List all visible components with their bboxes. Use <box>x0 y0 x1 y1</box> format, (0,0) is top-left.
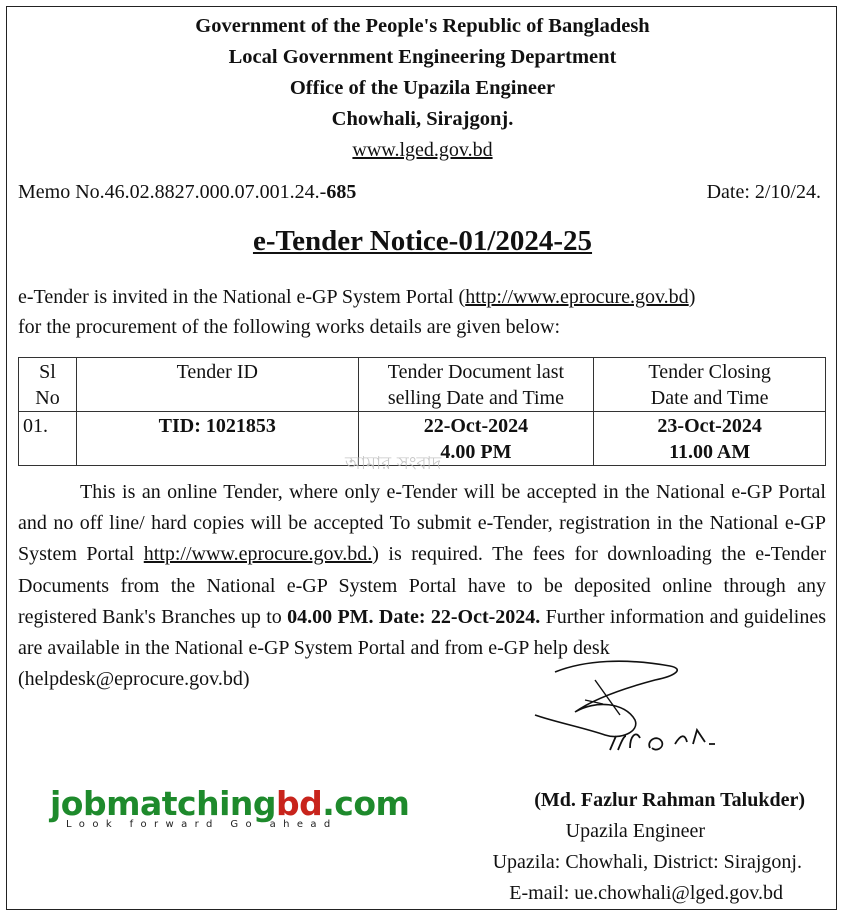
newspaper-watermark: আমার সংবাদ <box>345 453 442 474</box>
logo-wordmark: jobmatchingbd.com <box>50 784 410 823</box>
govt-heading: Government of the People's Republic of Bangladesh <box>195 15 650 37</box>
location-heading: Chowhali, Sirajgonj. <box>331 108 514 130</box>
table-header-row <box>19 358 826 412</box>
signatory-designation: Upazila Engineer <box>565 820 705 842</box>
website-link[interactable]: www.lged.gov.bd <box>352 139 493 161</box>
intro-line-2: for the procurement of the following works details are given below: <box>18 316 561 338</box>
body-text-3: Further information and guidelines are available in the National e-GP System Portal and from e-GP help desk <box>18 605 826 660</box>
signatory-email[interactable]: E-mail: ue.chowhali@lged.gov.bd <box>509 882 783 904</box>
cell-closing-datetime: 23-Oct-2024 11.00 AM <box>594 412 826 466</box>
notice-title: e-Tender Notice-01/2024-25 <box>252 225 593 257</box>
eprocure-link[interactable]: http://www.eprocure.gov.bd <box>465 286 689 308</box>
office-heading: Office of the Upazila Engineer <box>289 77 556 99</box>
memo-serial: 685 <box>326 181 357 203</box>
memo-date: Date: 2/10/24. <box>706 181 821 203</box>
header-sl: Sl No <box>19 358 77 412</box>
intro-text: e-Tender is invited in the National e-GP System Portal ( <box>18 286 466 308</box>
logo-tagline: Look forward Go ahead <box>66 819 338 830</box>
eprocure-link-2[interactable]: http://www.eprocure.gov.bd. <box>143 543 373 566</box>
department-heading: Local Government Engineering Department <box>228 46 617 68</box>
cell-sl: 01. <box>19 412 77 466</box>
body-text-2: ) is required. The fees for downloading the e-Tender Documents from the National e-GP System Portal have to be deposited online through any registered Bank's Branches up to <box>18 543 827 628</box>
body-text-1: This is an online Tender, where only e-Tender will be accepted in the National e-GP Portal and no off line/ hard copies will be accepted To submit e-Tender, registration in the National e-GP System Portal <box>18 481 826 566</box>
intro-line-1 <box>18 282 828 312</box>
header-doc-selling: Tender Document last selling Date and Time <box>358 358 594 412</box>
cell-tender-id: TID: 1021853 <box>76 412 358 466</box>
header-closing: Tender Closing Date and Time <box>594 358 826 412</box>
helpdesk-email[interactable]: (helpdesk@eprocure.gov.bd) <box>18 668 250 691</box>
memo-prefix: Memo No.46.02.8827.000.07.001.24.- <box>18 181 327 203</box>
header-tender-id: Tender ID <box>76 358 358 412</box>
deadline-text: 04.00 PM. Date: 22-Oct-2024. <box>287 605 541 628</box>
signature-scrawl <box>525 640 745 790</box>
cell-doc-datetime: 22-Oct-2024 4.00 PM <box>358 412 594 466</box>
intro-close-paren: ) <box>688 286 696 308</box>
site-logo <box>50 786 409 830</box>
signatory-address: Upazila: Chowhali, District: Sirajgonj. <box>492 851 802 873</box>
memo-number <box>18 181 356 204</box>
signatory-name: (Md. Fazlur Rahman Talukder) <box>534 789 805 811</box>
